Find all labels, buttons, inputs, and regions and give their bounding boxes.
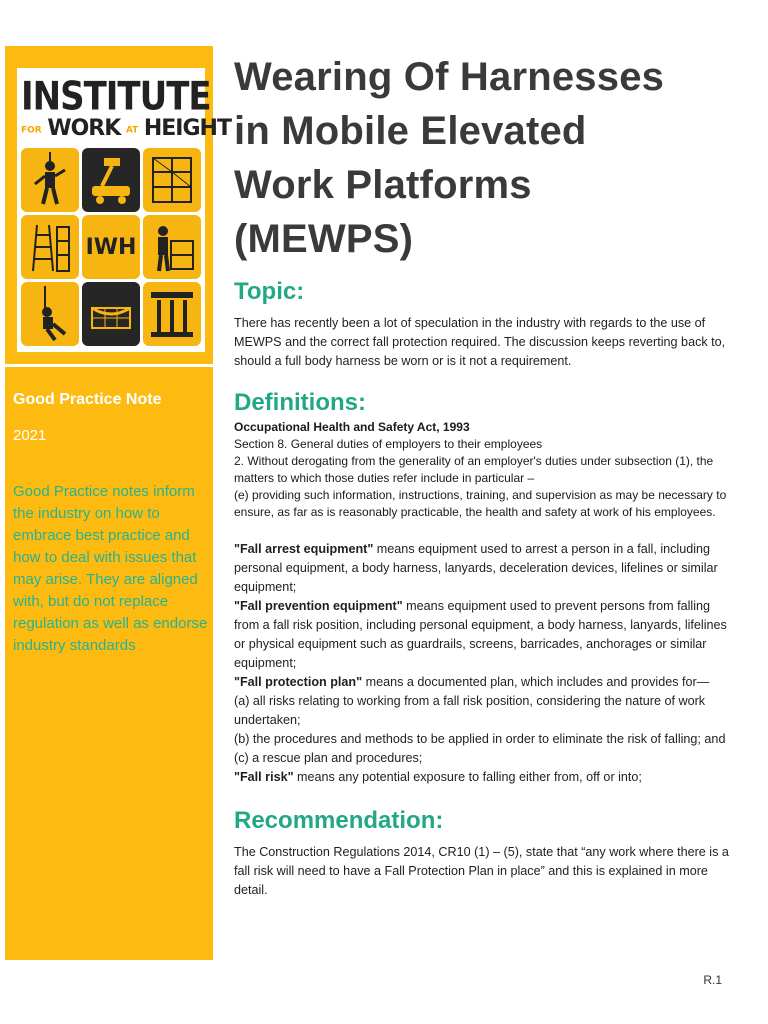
note-description: Good Practice notes inform the industry on how to embrace best practice and how to deal with issues that may arise. They are aligned with, but do not replace regulation as well as endorse industry standards (13, 483, 208, 654)
logo-institute-text: INSTITUTE (21, 73, 211, 120)
plan-item-b: (b) the procedures and methods to be applied in order to eliminate the risk of falling; and (234, 732, 726, 746)
recommendation-text: The Construction Regulations 2014, CR10 (1) – (5), state that “any work where there is a fall risk will need to have a Fall Protection Plan in place” and this is explained in more detail. (234, 845, 729, 897)
definition-fall-risk: "Fall risk" means any potential exposure to falling either from, off or into; (234, 770, 642, 784)
sidebar-logo-panel (5, 46, 231, 364)
definitions-heading: Definitions: (234, 389, 366, 416)
page-number: R.1 (703, 973, 722, 987)
anchor-points-icon (143, 282, 201, 346)
definition-fall-protection-plan: "Fall protection plan" means a documented plan, which includes and provides for— (234, 675, 710, 689)
logo-subtitle: FOR WORK AT HEIGHT (21, 116, 231, 141)
plan-item-a: (a) all risks relating to working from a fall risk position, considering the nature of work undertaken; (234, 694, 706, 727)
note-year: 2021 (13, 427, 47, 444)
act-clause-e: (e) providing such information, instructions, training, and supervision as may be necessary to ensure, as far as is reasonably practicable, the health and safety at work of his employees. (234, 488, 727, 519)
plan-item-c: (c) a rescue plan and procedures; (234, 751, 423, 765)
logo-tile-grid (21, 148, 201, 346)
iwh-tile: IWH (82, 215, 140, 279)
definition-fall-prevention: "Fall prevention equipment" means equipment used to prevent persons from falling from a fall risk position, including personal equipment, a body harness, lanyards, lifelines or physical equipment such as guardrails, screens, barricades, anchorages or similar equipment; (234, 599, 727, 670)
act-extract (234, 419, 734, 521)
scaffold-icon (143, 148, 201, 212)
sidebar-info-panel (5, 367, 213, 960)
worker-harness-icon (21, 148, 79, 212)
act-clause-2: 2. Without derogating from the generality of an employer's duties under subsection (1), the matters to which those duties refer include in particular – (234, 454, 714, 485)
safety-net-icon (82, 282, 140, 346)
page-title: Wearing Of Harnesses in Mobile Elevated Work Platforms (MEWPS) (234, 55, 665, 261)
recommendation-heading: Recommendation: (234, 807, 444, 834)
mewp-lift-icon (82, 148, 140, 212)
topic-heading: Topic: (234, 278, 305, 305)
definition-fall-arrest: "Fall arrest equipment" means equipment used to arrest a person in a fall, including personal equipment, a body harness, lanyards, deceleration devices, lifelines or similar equipment; (234, 542, 718, 594)
good-practice-note-title: Good Practice Note (13, 391, 162, 408)
ladder-icon (21, 215, 79, 279)
rope-access-icon (21, 282, 79, 346)
act-section: Section 8. General duties of employers to their employees (234, 437, 543, 451)
definitions-list (234, 540, 734, 787)
topic-text: There has recently been a lot of speculation in the industry with regards to the use of MEWPS and the correct fall protection required. The discussion keeps reverting back to, should a full body harness be worn or is it not a requirement. (234, 316, 726, 368)
institute-logo (17, 68, 231, 352)
guardrail-worker-icon (143, 215, 201, 279)
act-title: Occupational Health and Safety Act, 1993 (234, 420, 470, 434)
main-content (234, 50, 734, 900)
